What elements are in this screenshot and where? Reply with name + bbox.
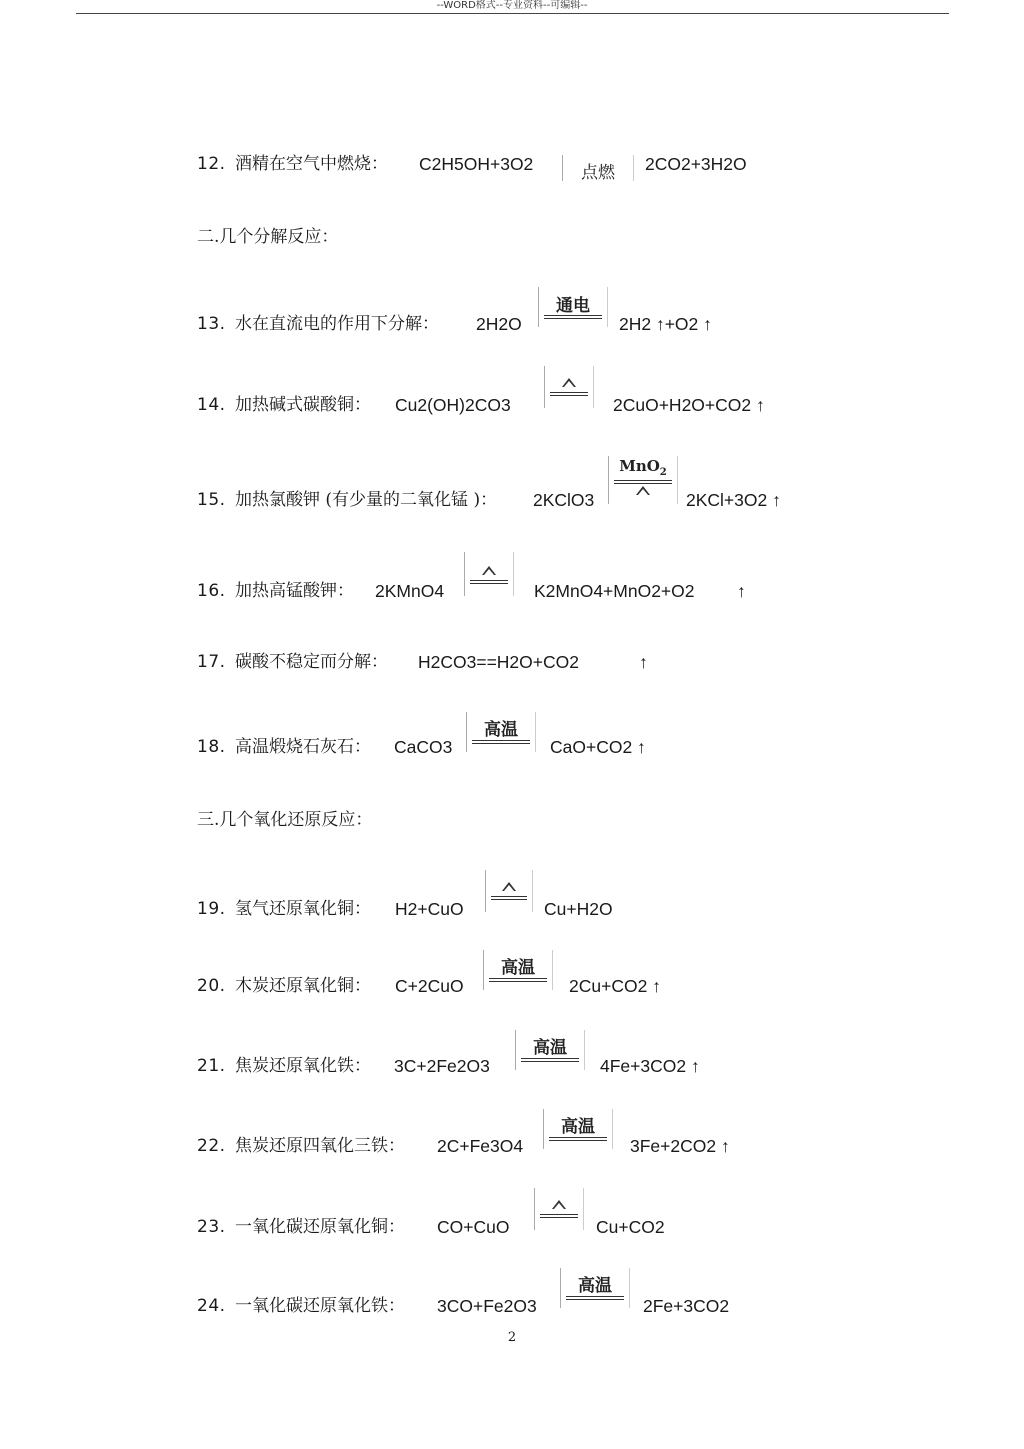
products: 2CO2+3H2O <box>645 154 747 174</box>
condition-high-temp-box <box>466 712 536 752</box>
reactants: CO+CuO <box>437 1217 510 1237</box>
condition-catalyst-heat-box <box>608 456 678 504</box>
condition-ignite-box <box>562 155 634 181</box>
equals-bar <box>521 1058 579 1062</box>
reaction-description: 加热氯酸钾 (有少量的二氧化锰 )： <box>235 490 498 510</box>
reaction-number: 22. <box>197 1136 226 1156</box>
products: CaO+CO2 ↑ <box>550 737 646 757</box>
heat-triangle-inner <box>554 1203 564 1209</box>
gas-arrow: ↑ <box>737 581 746 601</box>
products: 2Cu+CO2 ↑ <box>569 976 661 996</box>
condition-heat-box <box>534 1188 584 1230</box>
products: 2KCl+3O2 ↑ <box>686 490 781 510</box>
products: 3Fe+2CO2 ↑ <box>630 1136 730 1156</box>
heat-triangle-inner <box>564 381 574 387</box>
reaction-description: 氢气还原氧化铜： <box>235 899 371 919</box>
reactants: Cu2(OH)2CO3 <box>395 395 511 415</box>
condition-high-temp-box <box>543 1109 613 1149</box>
condition-label: 高温 <box>578 1276 612 1296</box>
reaction-description: 酒精在空气中燃烧： <box>235 154 388 174</box>
reaction-description: 焦炭还原四氧化三铁： <box>235 1136 405 1156</box>
reaction-number: 15. <box>197 490 226 510</box>
reaction-number: 21. <box>197 1056 226 1076</box>
condition-label: 点燃 <box>581 163 615 183</box>
section-heading-redox: 三.几个氧化还原反应： <box>197 810 373 830</box>
products: K2MnO4+MnO2+O2 <box>534 581 695 601</box>
condition-label: 高温 <box>533 1038 567 1058</box>
condition-label: 高温 <box>484 720 518 740</box>
reaction-description: 一氧化碳还原氧化铜： <box>235 1217 405 1237</box>
reactants: C2H5OH+3O2 <box>419 154 534 174</box>
catalyst-label: MnO$_2$ <box>619 457 667 478</box>
products: 2Fe+3CO2 <box>643 1296 730 1316</box>
heat-triangle-inner <box>484 569 494 575</box>
equals-bar <box>491 896 527 900</box>
condition-high-temp-box <box>483 950 553 990</box>
condition-electricity-box <box>538 287 608 327</box>
reaction-number: 24. <box>197 1296 226 1316</box>
reactants: 2KClO3 <box>533 490 595 510</box>
reaction-number: 18. <box>197 737 226 757</box>
reaction-number: 20. <box>197 976 226 996</box>
heat-triangle-inner <box>638 489 648 495</box>
condition-label: 高温 <box>561 1117 595 1137</box>
condition-label: 通电 <box>556 296 590 316</box>
reaction-description: 碳酸不稳定而分解： <box>235 652 388 672</box>
equals-bar <box>614 480 672 484</box>
page-header: --WORD格式--专业资料--可编辑-- <box>436 0 588 11</box>
reaction-number: 23. <box>197 1217 226 1237</box>
reactants: C+2CuO <box>395 976 464 996</box>
equals-bar <box>472 740 530 744</box>
condition-label: 高温 <box>501 958 535 978</box>
condition-heat-box <box>544 366 594 408</box>
reaction-number: 17. <box>197 652 226 672</box>
equals-bar <box>544 315 602 319</box>
equals-bar <box>540 1214 578 1218</box>
reaction-description: 高温煅烧石灰石： <box>235 737 371 757</box>
condition-high-temp-box <box>560 1268 630 1308</box>
reactants: CaCO3 <box>394 737 453 757</box>
page-number: 2 <box>507 1330 517 1345</box>
equals-bar <box>550 392 588 396</box>
reactants: H2+CuO <box>395 899 464 919</box>
condition-high-temp-box <box>515 1030 585 1070</box>
reaction-description: 焦炭还原氧化铁： <box>235 1056 371 1076</box>
reactants: 2KMnO4 <box>375 581 445 601</box>
reaction-equation: H2CO3==H2O+CO2 <box>418 652 579 672</box>
products: 4Fe+3CO2 ↑ <box>600 1056 700 1076</box>
section-heading-decomposition: 二.几个分解反应： <box>197 227 339 247</box>
equals-bar <box>489 978 547 982</box>
reaction-number: 19. <box>197 899 226 919</box>
reaction-description: 加热碱式碳酸铜： <box>235 395 371 415</box>
reactants: 3C+2Fe2O3 <box>394 1056 490 1076</box>
reactants: 2H2O <box>476 314 522 334</box>
equals-bar <box>549 1137 607 1141</box>
reaction-number: 12. <box>197 154 226 174</box>
condition-heat-box <box>485 870 533 912</box>
reaction-description: 一氧化碳还原氧化铁： <box>235 1296 405 1316</box>
products: 2H2 ↑+O2 ↑ <box>619 314 712 334</box>
condition-heat-box <box>464 552 514 596</box>
reaction-number: 14. <box>197 395 226 415</box>
reaction-number: 16. <box>197 581 226 601</box>
gas-arrow: ↑ <box>639 652 648 672</box>
equals-bar <box>566 1296 624 1300</box>
products: Cu+H2O <box>544 899 613 919</box>
equals-bar <box>470 580 508 584</box>
reaction-description: 木炭还原氧化铜： <box>235 976 371 996</box>
reaction-description: 水在直流电的作用下分解： <box>235 314 439 334</box>
reactants: 3CO+Fe2O3 <box>437 1296 537 1316</box>
products: 2CuO+H2O+CO2 ↑ <box>613 395 765 415</box>
reaction-number: 13. <box>197 314 226 334</box>
reactants: 2C+Fe3O4 <box>437 1136 524 1156</box>
heat-triangle-inner <box>504 885 514 891</box>
reaction-description: 加热高锰酸钾： <box>235 581 354 601</box>
header-rule <box>76 13 949 14</box>
products: Cu+CO2 <box>596 1217 665 1237</box>
